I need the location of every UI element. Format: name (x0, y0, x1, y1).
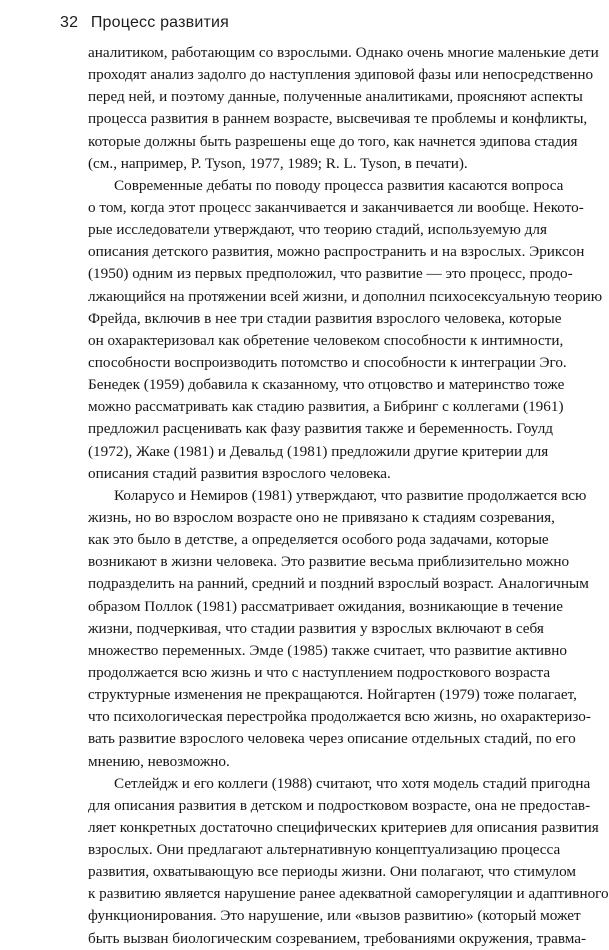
text-line: Современные дебаты по поводу процесса развития касаются вопроса (114, 176, 564, 194)
text-line: быть вызван биологическим созреванием, требованиями окружения, травма- (88, 929, 587, 947)
text-line: жизни, подчеркивая, что стадии развития у взрослых включают в себя (88, 619, 544, 637)
text-line: о том, когда этот процесс заканчивается и заканчивается ли вообще. Некото- (88, 198, 584, 216)
text-line: для описания развития в детском и подростковом возрасте, она не предостав- (88, 796, 591, 814)
text-line: которые должны быть разрешены еще до того, как начнется эдипова стадия (88, 132, 578, 150)
text-line: перед ней, и поэтому данные, полученные аналитиками, проясняют аспекты (88, 88, 583, 106)
text-line: к развитию является нарушение ранее адекватной саморегуляции и адаптивного (88, 885, 609, 903)
body-text (88, 42, 609, 950)
running-head (60, 14, 229, 32)
text-line: описания детского развития, можно распространить и на взрослых. Эриксон (88, 243, 585, 261)
text-line: ляет конкретных достаточно специфических критериев для описания развития (88, 818, 599, 836)
running-title: Процесс развития (90, 14, 230, 31)
text-line: возникают в жизни человека. Это развитие весьма приблизительно можно (88, 553, 570, 571)
text-line: он охарактеризовал как обретение человеком способности к интимности, (88, 331, 564, 349)
text-line: предложил расценивать как фазу развития также и беременность. Гоулд (88, 420, 554, 438)
text-line: рые исследователи утверждают, что теорию стадий, используемую для (88, 221, 547, 239)
text-line: развития, охватывающую все периоды жизни. Они полагают, что стимулом (88, 863, 576, 881)
text-line: процесса развития в раннем возрасте, высвечивая те проблемы и конфликты, (88, 110, 588, 128)
text-line: образом Поллок (1981) рассматривает ожидания, возникающие в течение (88, 597, 563, 615)
text-line: структурные изменения не прекращаются. Нойгартен (1979) тоже полагает, (88, 686, 577, 704)
paragraph (88, 42, 599, 175)
text-line: Коларусо и Немиров (1981) утверждают, что развитие продолжается всю (114, 486, 587, 504)
text-line: (1950) одним из первых предположил, что развитие — это процесс, продо- (88, 265, 573, 283)
text-line: множество переменных. Эмде (1985) также считает, что развитие активно (88, 641, 567, 659)
paragraph (88, 175, 603, 485)
text-line: описания стадий развития взрослого человека. (88, 464, 391, 482)
text-line: Сетлейдж и его коллеги (1988) считают, что хотя модель стадий пригодна (114, 774, 591, 792)
text-line: способности воспроизводить потомство и способности к интеграции Эго. (88, 353, 567, 371)
page-number: 32 (60, 14, 79, 31)
text-line: как это было в детстве, а определяется особого рода задачами, которые (88, 531, 549, 549)
text-line: Бенедек (1959) добавила к сказанному, что отцовство и материнство тоже (88, 376, 565, 394)
text-line: мнению, невозможно. (88, 752, 230, 770)
text-line: Фрейда, включив в нее три стадии развития взрослого человека, которые (88, 309, 562, 327)
text-line: аналитиком, работающим со взрослыми. Однако очень многие маленькие дети (88, 44, 599, 61)
paragraph (88, 485, 591, 773)
text-line: подразделить на ранний, средний и поздний взрослый возраст. Аналогичным (88, 575, 589, 593)
text-line: проходят анализ задолго до наступления эдиповой фазы или непосредственно (88, 66, 594, 84)
text-line: продолжается всю жизнь и что с наступлением подросткового возраста (88, 663, 551, 681)
text-line: функционирования. Это нарушение, или «вызов развитию» (который может (88, 907, 581, 925)
text-line: можно рассматривать как стадию развития, а Бибринг с коллегами (1961) (88, 398, 564, 416)
text-line: вать развитие взрослого человека через описание отдельных стадий, по его (88, 730, 576, 748)
text-line: взрослых. Они предлагают альтернативную концептуализацию процесса (88, 841, 561, 859)
text-line: жизнь, но во взрослом возрасте оно не привязано к стадиям созревания, (88, 508, 555, 526)
text-line: лжающийся на протяжении всей жизни, и дополнил психосексуальную теорию (88, 287, 603, 305)
paragraph (88, 773, 609, 950)
text-line: (см., например, P. Tyson, 1977, 1989; R. L. Tyson, в печати). (88, 154, 468, 172)
text-line: что психологическая перестройка продолжается всю жизнь, но охарактеризо- (88, 708, 591, 726)
text-line: (1972), Жаке (1981) и Девальд (1981) предложили другие критерии для (88, 442, 549, 460)
